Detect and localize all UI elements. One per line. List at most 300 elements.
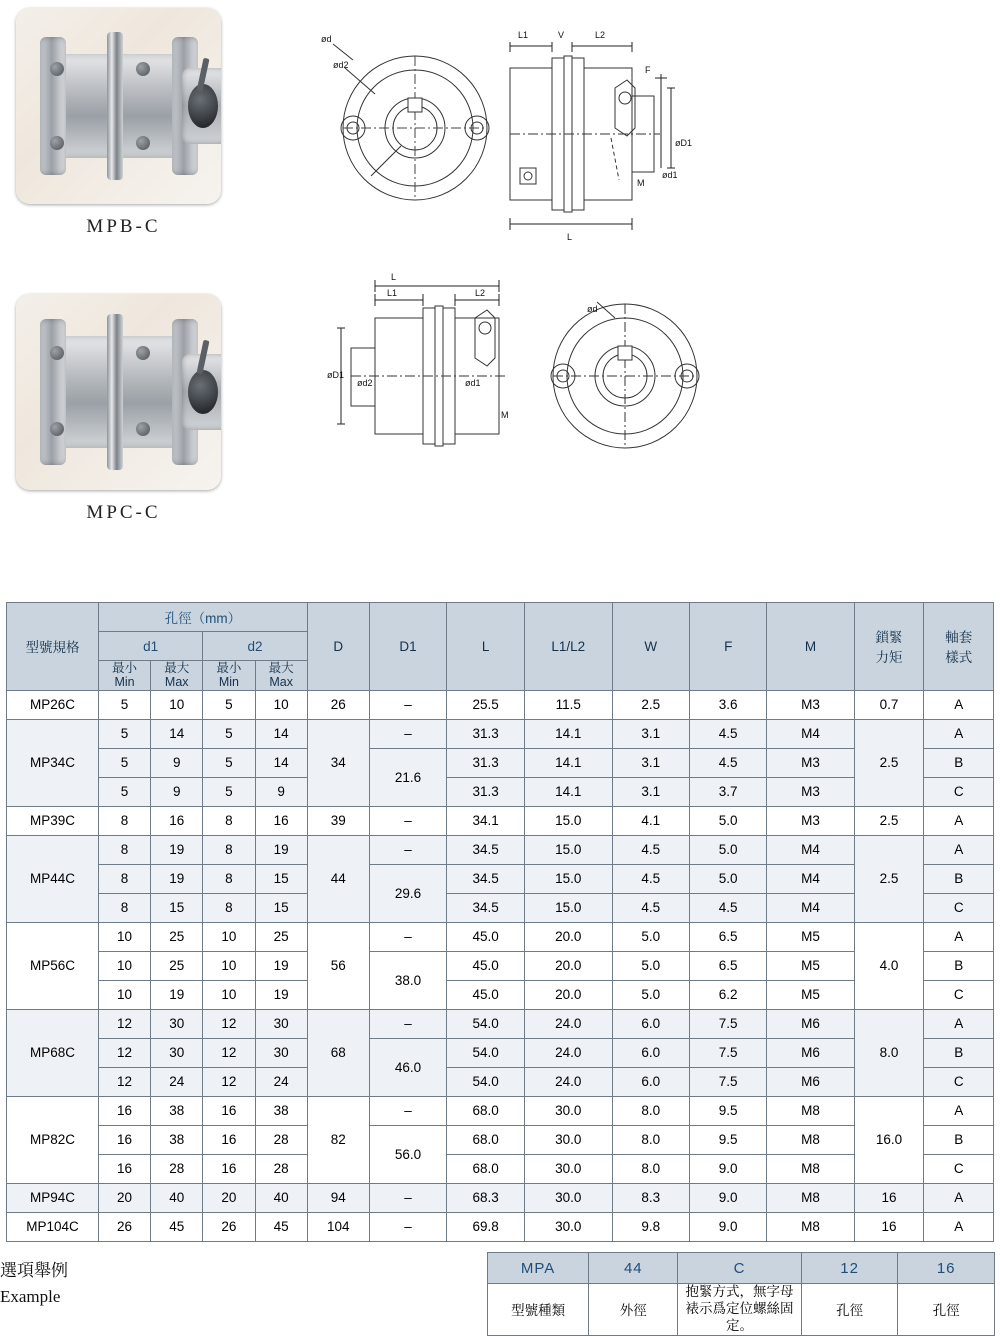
th-d1-min-en: Min <box>114 675 135 690</box>
cell-d1-max: 15 <box>151 893 203 922</box>
example-row-codes <box>488 1253 995 1284</box>
cell-d1-max: 30 <box>151 1009 203 1038</box>
cell-D1: – <box>369 1096 447 1125</box>
th-d2-min-en: Min <box>218 675 240 690</box>
cell-F: 3.6 <box>689 690 766 719</box>
cell-style: C <box>924 893 994 922</box>
cell-d1-max: 19 <box>151 835 203 864</box>
th-L: L <box>447 603 525 691</box>
table-row <box>7 777 994 806</box>
cell-d2-max: 19 <box>255 980 307 1009</box>
cell-d1-min: 16 <box>98 1096 150 1125</box>
th-torque-line2: 力矩 <box>875 650 903 666</box>
cell-D: 104 <box>307 1212 369 1241</box>
cell-d2-min: 8 <box>203 893 255 922</box>
cell-D1: – <box>369 1009 447 1038</box>
th-d2-max-en: Max <box>269 675 293 690</box>
example-code-clamp: C <box>678 1253 801 1284</box>
cell-d2-min: 16 <box>203 1096 255 1125</box>
cell-F: 4.5 <box>689 719 766 748</box>
th-torque-line1: 鎖緊 <box>875 630 903 646</box>
cell-d1-max: 19 <box>151 980 203 1009</box>
cell-L1L2: 11.5 <box>524 690 612 719</box>
cell-L1L2: 14.1 <box>524 719 612 748</box>
cell-W: 3.1 <box>612 748 689 777</box>
cell-D: 56 <box>307 922 369 1009</box>
cell-W: 4.1 <box>612 806 689 835</box>
cell-d1-min: 12 <box>98 1009 150 1038</box>
cell-L1L2: 14.1 <box>524 748 612 777</box>
cell-M: M6 <box>767 1038 854 1067</box>
th-d2: d2 <box>203 632 307 661</box>
cell-W: 3.1 <box>612 777 689 806</box>
cell-model: MP26C <box>7 690 99 719</box>
cell-F: 6.2 <box>689 980 766 1009</box>
cell-D1: – <box>369 806 447 835</box>
cell-model: MP68C <box>7 1009 99 1096</box>
cell-D1: – <box>369 690 447 719</box>
cell-L1L2: 20.0 <box>524 980 612 1009</box>
cell-W: 5.0 <box>612 922 689 951</box>
cell-M: M8 <box>767 1183 854 1212</box>
cell-model: MP44C <box>7 835 99 922</box>
svg-text:øD1: øD1 <box>327 370 345 380</box>
example-code-type: MPA <box>488 1253 589 1284</box>
svg-text:L: L <box>391 272 397 282</box>
cell-L: 34.5 <box>447 864 525 893</box>
cell-L: 69.8 <box>447 1212 525 1241</box>
cell-d2-max: 40 <box>255 1183 307 1212</box>
th-L1L2: L1/L2 <box>524 603 612 691</box>
cell-d1-min: 5 <box>98 777 150 806</box>
cell-d2-max: 10 <box>255 690 307 719</box>
table-row <box>7 719 994 748</box>
th-style <box>924 603 994 691</box>
cell-model: MP39C <box>7 806 99 835</box>
cell-L: 54.0 <box>447 1067 525 1096</box>
cell-d1-min: 8 <box>98 864 150 893</box>
svg-text:øD1: øD1 <box>675 138 693 148</box>
cell-d2-min: 10 <box>203 951 255 980</box>
cell-D1: 38.0 <box>369 951 447 1009</box>
spec-table <box>6 602 994 1242</box>
table-row <box>7 893 994 922</box>
cell-L: 68.0 <box>447 1154 525 1183</box>
cell-d2-min: 16 <box>203 1154 255 1183</box>
cell-d2-max: 19 <box>255 951 307 980</box>
product-photo-panel <box>10 8 310 524</box>
cell-d2-max: 30 <box>255 1009 307 1038</box>
cell-L: 25.5 <box>447 690 525 719</box>
th-d1-max-en: Max <box>164 675 189 690</box>
cell-d2-max: 16 <box>255 806 307 835</box>
cell-L1L2: 30.0 <box>524 1125 612 1154</box>
photo-card-mpb-c <box>16 8 221 204</box>
cell-W: 8.0 <box>612 1096 689 1125</box>
cell-d2-min: 20 <box>203 1183 255 1212</box>
cell-d2-max: 38 <box>255 1096 307 1125</box>
cell-L: 31.3 <box>447 748 525 777</box>
cell-W: 8.0 <box>612 1125 689 1154</box>
cell-D1: – <box>369 922 447 951</box>
drawing-svg <box>315 18 995 508</box>
cell-torque: 2.5 <box>854 835 924 922</box>
cell-L1L2: 30.0 <box>524 1154 612 1183</box>
cell-d1-max: 14 <box>151 719 203 748</box>
cell-W: 5.0 <box>612 980 689 1009</box>
cell-L: 68.0 <box>447 1125 525 1154</box>
cell-d2-min: 10 <box>203 980 255 1009</box>
example-row-desc <box>488 1284 995 1336</box>
cell-d1-min: 16 <box>98 1125 150 1154</box>
cell-L: 68.3 <box>447 1183 525 1212</box>
svg-text:L2: L2 <box>595 30 606 40</box>
cell-M: M5 <box>767 922 854 951</box>
example-code-bore1: 12 <box>801 1253 898 1284</box>
th-bore-group: 孔徑（mm） <box>98 603 307 632</box>
cell-model: MP56C <box>7 922 99 1009</box>
cell-style: B <box>924 748 994 777</box>
cell-style: C <box>924 980 994 1009</box>
cell-d1-min: 8 <box>98 835 150 864</box>
svg-text:M: M <box>637 178 645 188</box>
cell-d2-min: 8 <box>203 864 255 893</box>
cell-M: M3 <box>767 748 854 777</box>
cell-d1-max: 40 <box>151 1183 203 1212</box>
example-label-en: Example <box>0 1286 61 1306</box>
svg-text:ød1: ød1 <box>662 170 678 180</box>
cell-style: B <box>924 1038 994 1067</box>
cell-style: A <box>924 1096 994 1125</box>
cell-L1L2: 30.0 <box>524 1183 612 1212</box>
cell-style: A <box>924 719 994 748</box>
cell-d2-max: 45 <box>255 1212 307 1241</box>
table-row <box>7 1212 994 1241</box>
cell-W: 4.5 <box>612 835 689 864</box>
cell-D1: 29.6 <box>369 864 447 922</box>
table-row <box>7 1096 994 1125</box>
cell-d1-max: 45 <box>151 1212 203 1241</box>
cell-style: C <box>924 1067 994 1096</box>
table-row <box>7 922 994 951</box>
cell-torque: 0.7 <box>854 690 924 719</box>
cell-F: 9.0 <box>689 1154 766 1183</box>
cell-L: 54.0 <box>447 1009 525 1038</box>
cell-d1-max: 10 <box>151 690 203 719</box>
cell-d2-max: 28 <box>255 1125 307 1154</box>
cell-M: M8 <box>767 1212 854 1241</box>
cell-d1-max: 38 <box>151 1096 203 1125</box>
svg-text:L1: L1 <box>387 288 398 298</box>
cell-F: 7.5 <box>689 1009 766 1038</box>
table-row <box>7 835 994 864</box>
cell-model: MP34C <box>7 719 99 806</box>
cell-style: B <box>924 1125 994 1154</box>
cell-L: 31.3 <box>447 719 525 748</box>
cell-W: 8.3 <box>612 1183 689 1212</box>
cell-torque: 16 <box>854 1212 924 1241</box>
example-table-wrap <box>487 1252 995 1336</box>
svg-text:ød1: ød1 <box>465 378 481 388</box>
cell-W: 6.0 <box>612 1067 689 1096</box>
cell-D: 26 <box>307 690 369 719</box>
cell-D: 94 <box>307 1183 369 1212</box>
th-d1-max-cn: 最大 <box>164 661 190 675</box>
table-header-row-1 <box>7 603 994 632</box>
cell-F: 6.5 <box>689 951 766 980</box>
cell-W: 6.0 <box>612 1009 689 1038</box>
cell-W: 3.1 <box>612 719 689 748</box>
th-style-line2: 樣式 <box>945 650 973 666</box>
th-D: D <box>307 603 369 691</box>
cell-torque: 16.0 <box>854 1096 924 1183</box>
cell-d1-max: 28 <box>151 1154 203 1183</box>
cell-d2-max: 30 <box>255 1038 307 1067</box>
th-d1-min <box>98 661 150 691</box>
cell-W: 5.0 <box>612 951 689 980</box>
cell-M: M8 <box>767 1125 854 1154</box>
example-desc-type: 型號種類 <box>488 1284 589 1336</box>
cell-L1L2: 15.0 <box>524 806 612 835</box>
cell-D1: 21.6 <box>369 748 447 806</box>
cell-D: 34 <box>307 719 369 806</box>
cell-d1-max: 19 <box>151 864 203 893</box>
cell-M: M5 <box>767 951 854 980</box>
table-row <box>7 1125 994 1154</box>
cell-d2-max: 9 <box>255 777 307 806</box>
cell-D1: – <box>369 719 447 748</box>
table-row <box>7 806 994 835</box>
cell-L: 54.0 <box>447 1038 525 1067</box>
th-d2-max-cn: 最大 <box>268 661 294 675</box>
cell-D: 68 <box>307 1009 369 1096</box>
th-W: W <box>612 603 689 691</box>
cell-L1L2: 15.0 <box>524 864 612 893</box>
cell-d1-max: 16 <box>151 806 203 835</box>
cell-F: 9.0 <box>689 1183 766 1212</box>
cell-M: M3 <box>767 777 854 806</box>
cell-d2-max: 24 <box>255 1067 307 1096</box>
cell-d1-min: 20 <box>98 1183 150 1212</box>
table-row <box>7 690 994 719</box>
cell-F: 9.5 <box>689 1096 766 1125</box>
cell-d2-max: 14 <box>255 748 307 777</box>
cell-d2-min: 16 <box>203 1125 255 1154</box>
cell-M: M8 <box>767 1096 854 1125</box>
cell-d2-min: 8 <box>203 835 255 864</box>
cell-d1-max: 30 <box>151 1038 203 1067</box>
th-d1-min-cn: 最小 <box>112 661 138 675</box>
cell-d1-min: 8 <box>98 806 150 835</box>
cell-d1-min: 5 <box>98 690 150 719</box>
cell-L1L2: 15.0 <box>524 835 612 864</box>
cell-F: 7.5 <box>689 1038 766 1067</box>
cell-d1-min: 12 <box>98 1038 150 1067</box>
th-d1: d1 <box>98 632 202 661</box>
cell-d1-min: 12 <box>98 1067 150 1096</box>
cell-M: M6 <box>767 1067 854 1096</box>
cell-d1-min: 5 <box>98 719 150 748</box>
cell-F: 5.0 <box>689 806 766 835</box>
cell-L1L2: 30.0 <box>524 1096 612 1125</box>
th-d1-max <box>151 661 203 691</box>
svg-text:M: M <box>501 410 509 420</box>
cell-style: A <box>924 806 994 835</box>
cell-style: A <box>924 1212 994 1241</box>
cell-M: M6 <box>767 1009 854 1038</box>
cell-L: 45.0 <box>447 922 525 951</box>
th-style-line1: 軸套 <box>945 630 973 646</box>
cell-d2-min: 12 <box>203 1067 255 1096</box>
svg-text:V: V <box>558 30 565 40</box>
cell-style: A <box>924 922 994 951</box>
cell-F: 9.0 <box>689 1212 766 1241</box>
cell-L: 31.3 <box>447 777 525 806</box>
photo-caption-mpb-c: MPB-C <box>86 216 161 237</box>
cell-d1-max: 9 <box>151 748 203 777</box>
cell-M: M5 <box>767 980 854 1009</box>
cell-d2-min: 10 <box>203 922 255 951</box>
cell-W: 4.5 <box>612 864 689 893</box>
cell-W: 4.5 <box>612 893 689 922</box>
cell-style: C <box>924 1154 994 1183</box>
cell-L1L2: 20.0 <box>524 922 612 951</box>
th-d2-min-cn: 最小 <box>216 661 242 675</box>
cell-M: M8 <box>767 1154 854 1183</box>
coupling-illustration-mpb-c <box>44 54 194 158</box>
cell-style: A <box>924 690 994 719</box>
th-model: 型號規格 <box>7 603 99 691</box>
photo-card-mpc-c <box>16 294 221 490</box>
cell-d2-min: 5 <box>203 690 255 719</box>
table-row <box>7 980 994 1009</box>
cell-d2-max: 14 <box>255 719 307 748</box>
cell-torque: 8.0 <box>854 1009 924 1096</box>
technical-drawings <box>315 18 995 508</box>
cell-L1L2: 24.0 <box>524 1038 612 1067</box>
cell-L1L2: 30.0 <box>524 1212 612 1241</box>
cell-d1-min: 26 <box>98 1212 150 1241</box>
cell-F: 6.5 <box>689 922 766 951</box>
cell-torque: 2.5 <box>854 806 924 835</box>
svg-text:ød: ød <box>321 34 332 44</box>
table-row <box>7 864 994 893</box>
cell-d1-max: 24 <box>151 1067 203 1096</box>
example-label-cn: 選項舉例 <box>0 1261 68 1280</box>
spec-table-wrap <box>6 602 994 1242</box>
cell-d2-min: 12 <box>203 1038 255 1067</box>
cell-L: 45.0 <box>447 951 525 980</box>
example-table <box>487 1252 995 1336</box>
cell-W: 2.5 <box>612 690 689 719</box>
cell-d1-min: 10 <box>98 980 150 1009</box>
cell-d2-max: 15 <box>255 864 307 893</box>
cell-d2-max: 19 <box>255 835 307 864</box>
cell-d2-min: 5 <box>203 777 255 806</box>
th-d2-min <box>203 661 255 691</box>
cell-d1-min: 5 <box>98 748 150 777</box>
svg-text:L: L <box>567 232 573 242</box>
cell-D1: 56.0 <box>369 1125 447 1183</box>
svg-text:L1: L1 <box>518 30 529 40</box>
cell-L: 45.0 <box>447 980 525 1009</box>
cell-style: C <box>924 777 994 806</box>
photo-caption-mpc-c: MPC-C <box>86 502 161 523</box>
cell-style: B <box>924 864 994 893</box>
cell-style: A <box>924 1009 994 1038</box>
cell-d1-min: 10 <box>98 951 150 980</box>
cell-L: 34.5 <box>447 835 525 864</box>
cell-L1L2: 24.0 <box>524 1067 612 1096</box>
svg-text:L2: L2 <box>475 288 486 298</box>
cell-d2-min: 8 <box>203 806 255 835</box>
th-F: F <box>689 603 766 691</box>
example-code-od: 44 <box>589 1253 678 1284</box>
cell-d1-min: 8 <box>98 893 150 922</box>
cell-F: 3.7 <box>689 777 766 806</box>
table-row <box>7 1067 994 1096</box>
cell-M: M4 <box>767 835 854 864</box>
cell-L1L2: 14.1 <box>524 777 612 806</box>
cell-d1-min: 10 <box>98 922 150 951</box>
cell-d2-min: 5 <box>203 748 255 777</box>
svg-text:F: F <box>645 65 651 75</box>
cell-F: 5.0 <box>689 835 766 864</box>
cell-d1-max: 38 <box>151 1125 203 1154</box>
cell-M: M4 <box>767 719 854 748</box>
spec-table-body <box>7 690 994 1241</box>
cell-d1-min: 16 <box>98 1154 150 1183</box>
svg-text:ød: ød <box>587 304 598 314</box>
table-row <box>7 748 994 777</box>
cell-d2-max: 15 <box>255 893 307 922</box>
cell-F: 4.5 <box>689 893 766 922</box>
cell-M: M4 <box>767 893 854 922</box>
cell-F: 9.5 <box>689 1125 766 1154</box>
cell-torque: 16 <box>854 1183 924 1212</box>
cell-d2-max: 28 <box>255 1154 307 1183</box>
cell-D1: – <box>369 1183 447 1212</box>
cell-torque: 4.0 <box>854 922 924 1009</box>
table-row <box>7 1183 994 1212</box>
cell-d1-max: 25 <box>151 951 203 980</box>
cell-d2-min: 26 <box>203 1212 255 1241</box>
cell-D: 39 <box>307 806 369 835</box>
cell-F: 7.5 <box>689 1067 766 1096</box>
example-desc-bore1: 孔徑 <box>801 1284 898 1336</box>
cell-D: 82 <box>307 1096 369 1183</box>
example-code-bore2: 16 <box>898 1253 995 1284</box>
cell-style: A <box>924 1183 994 1212</box>
svg-text:ød2: ød2 <box>333 60 349 70</box>
example-desc-clamp: 抱緊方式，無字母裱示爲定位螺絲固定。 <box>678 1284 801 1336</box>
example-label <box>0 1258 160 1309</box>
cell-W: 8.0 <box>612 1154 689 1183</box>
cell-model: MP104C <box>7 1212 99 1241</box>
cell-torque: 2.5 <box>854 719 924 806</box>
table-row <box>7 1038 994 1067</box>
cell-F: 4.5 <box>689 748 766 777</box>
table-row <box>7 1154 994 1183</box>
cell-L: 34.1 <box>447 806 525 835</box>
cell-model: MP82C <box>7 1096 99 1183</box>
cell-D1: 46.0 <box>369 1038 447 1096</box>
cell-D: 44 <box>307 835 369 922</box>
cell-F: 5.0 <box>689 864 766 893</box>
cell-model: MP94C <box>7 1183 99 1212</box>
cell-L1L2: 15.0 <box>524 893 612 922</box>
cell-d2-min: 12 <box>203 1009 255 1038</box>
